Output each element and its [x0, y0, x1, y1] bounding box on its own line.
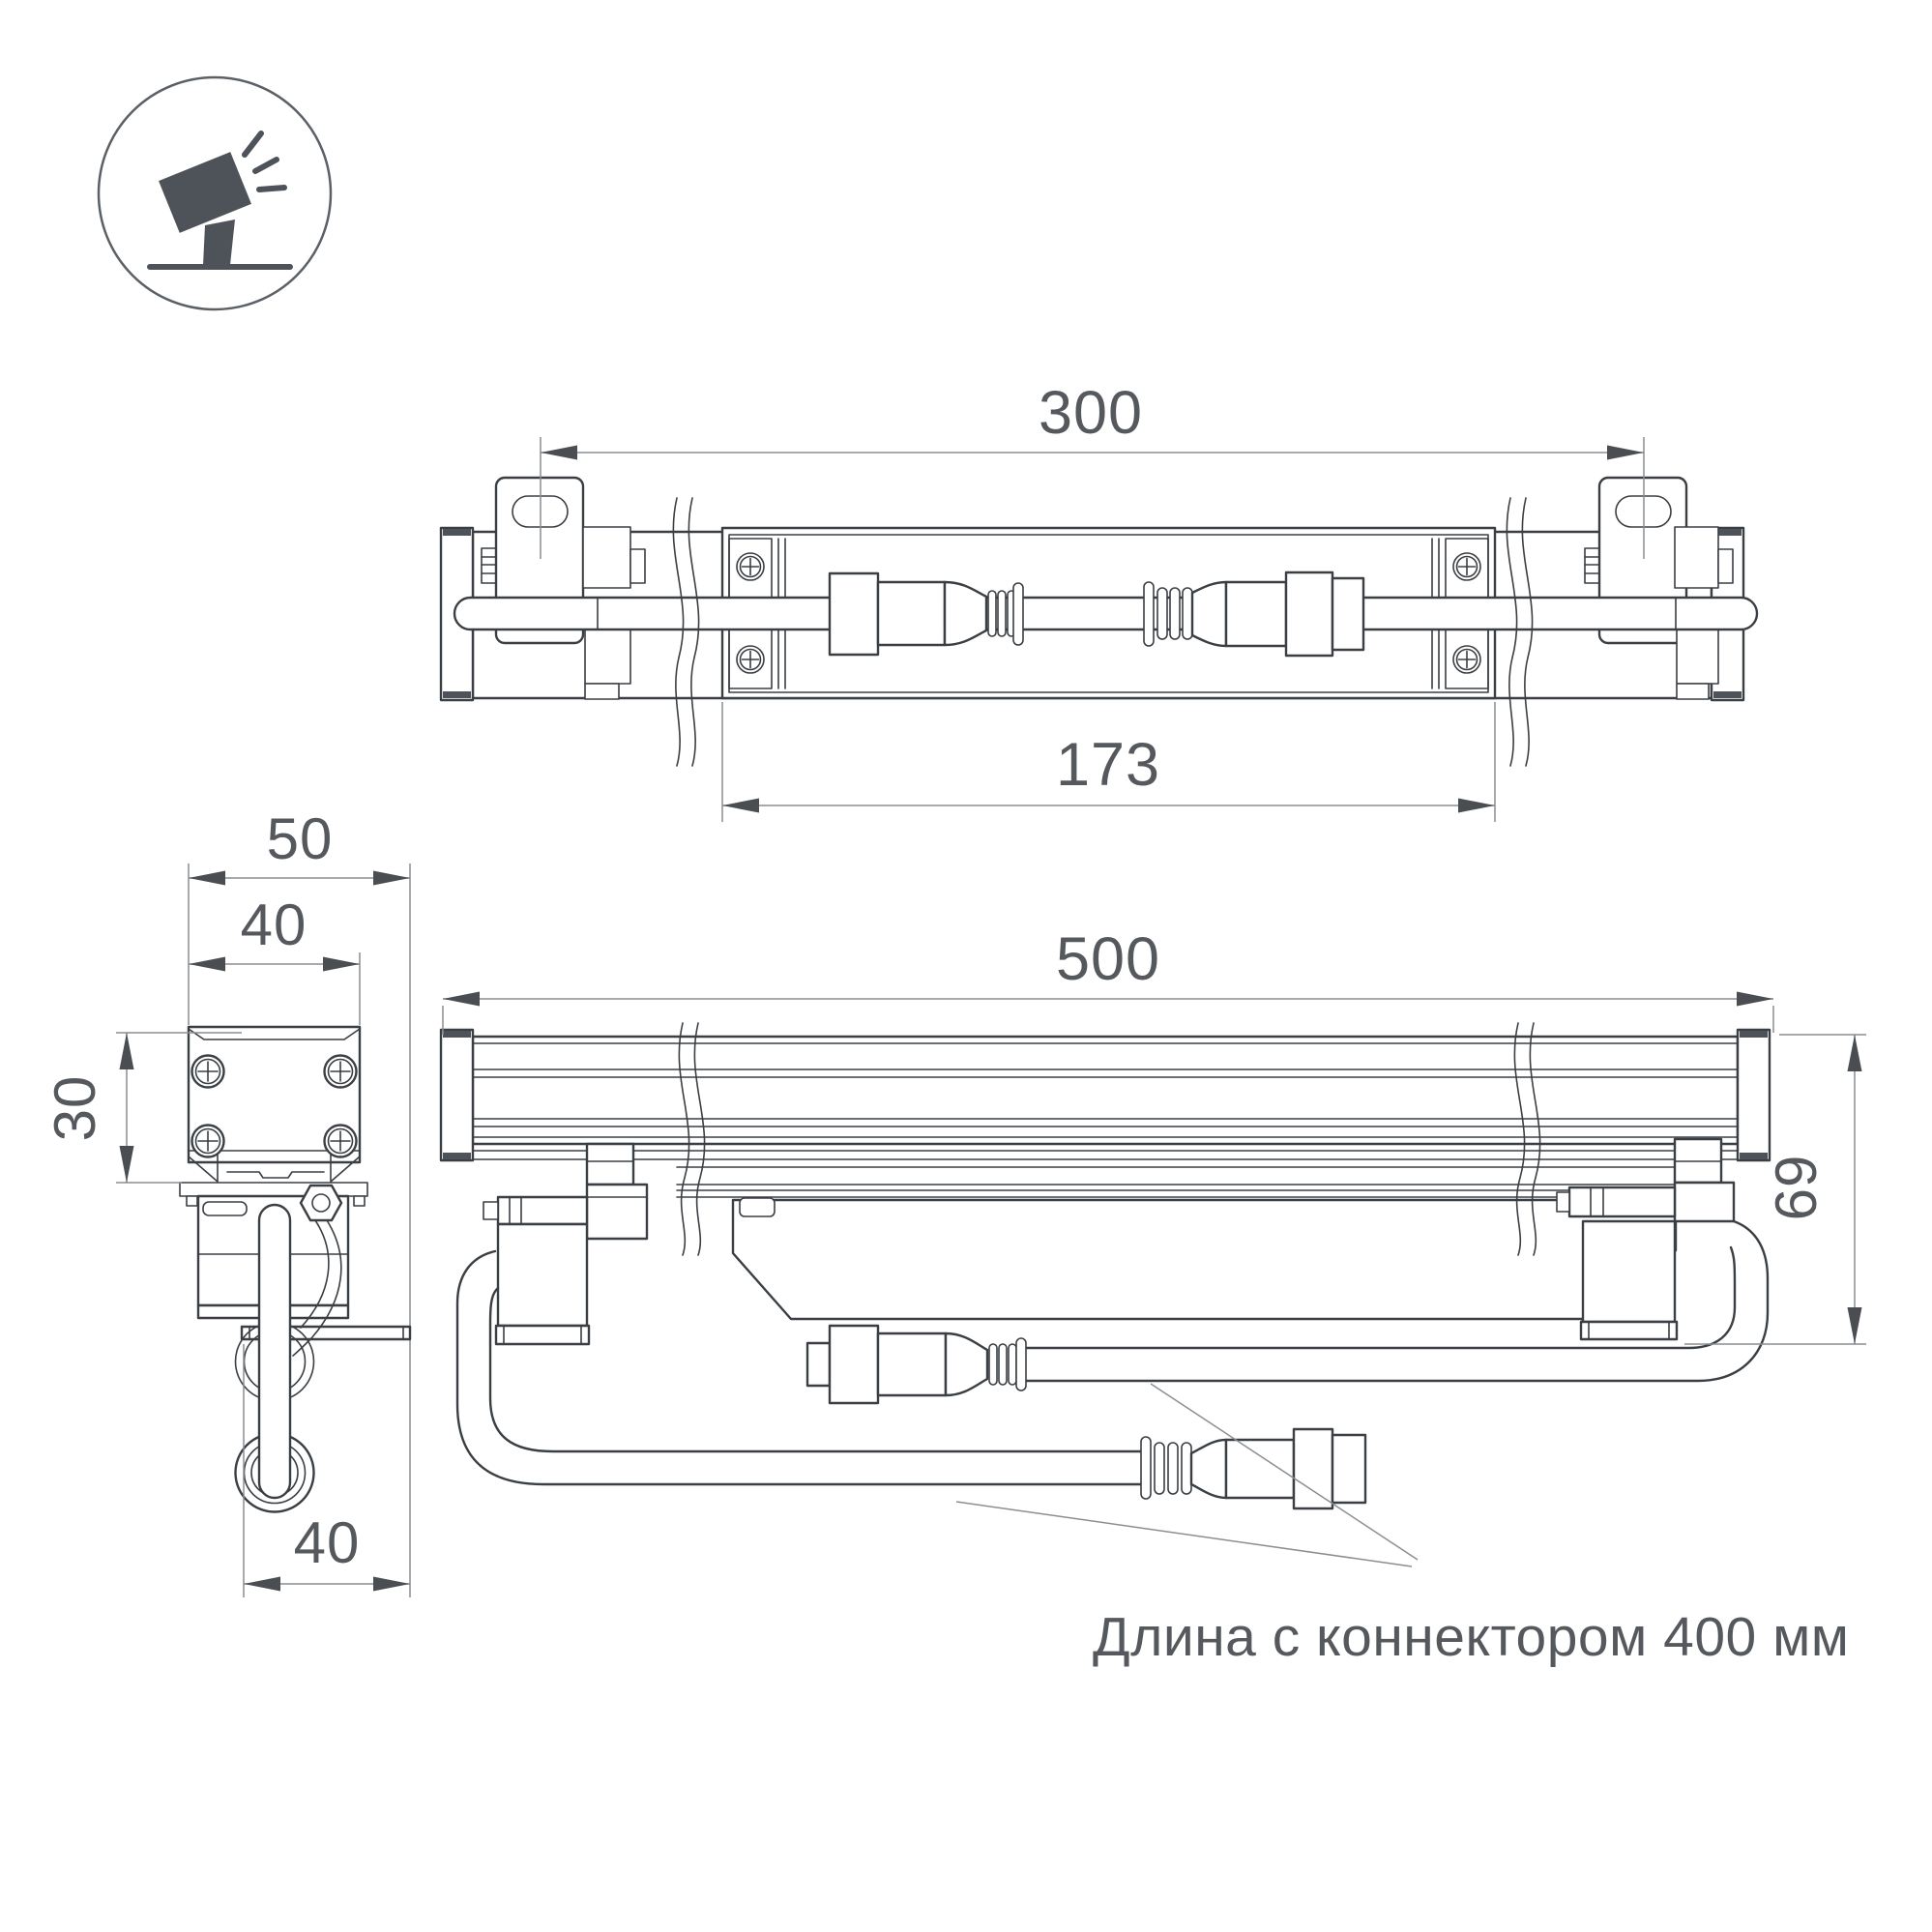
front-view-rails: [473, 1151, 1738, 1159]
screw-icon: [325, 1056, 357, 1088]
dim-label-30: 30: [43, 1074, 107, 1142]
dim-label-40-bottom: 40: [293, 1510, 361, 1575]
front-view-bracket-right: [1557, 1139, 1734, 1339]
note-label: Длина с коннектором 400 мм: [1093, 1606, 1850, 1668]
dim-label-500: 500: [1055, 925, 1161, 993]
front-view: [441, 925, 1866, 1668]
front-view-end-cap-right: [1738, 1030, 1770, 1160]
front-view-housing: [473, 1037, 1738, 1144]
light-rays-icon: [245, 133, 284, 190]
front-view-end-cap-left: [441, 1030, 473, 1160]
screw-icon: [192, 1126, 224, 1157]
top-view-cable: [454, 598, 1757, 629]
front-view-connector-lower: [1141, 1429, 1365, 1508]
screw-icon: [737, 646, 764, 673]
screw-icon: [737, 553, 764, 580]
dim-label-69: 69: [1764, 1154, 1829, 1221]
dim-label-50: 50: [266, 806, 334, 871]
screw-icon: [1453, 646, 1480, 673]
floodlight-icon: [99, 77, 331, 309]
dimension-500: [443, 925, 1773, 1035]
dimension-40-top: [189, 893, 360, 1025]
screw-icon: [1453, 553, 1480, 580]
note-callout: [956, 1384, 1849, 1668]
front-view-connector-upper: [807, 1326, 1026, 1403]
dim-label-173: 173: [1055, 731, 1161, 799]
side-view-profile: [189, 1027, 360, 1182]
side-view: [43, 806, 410, 1597]
front-view-led-module: [733, 1198, 1676, 1319]
screw-icon: [192, 1056, 224, 1088]
dim-label-300: 300: [1038, 379, 1144, 447]
clamp-nut: [301, 1186, 341, 1220]
side-view-bracket: [180, 1183, 410, 1339]
dim-label-40-top: 40: [240, 893, 307, 957]
screw-icon: [325, 1126, 357, 1157]
dimension-173: [722, 702, 1495, 822]
top-view: [441, 379, 1757, 822]
front-view-bracket-left: [483, 1144, 647, 1344]
